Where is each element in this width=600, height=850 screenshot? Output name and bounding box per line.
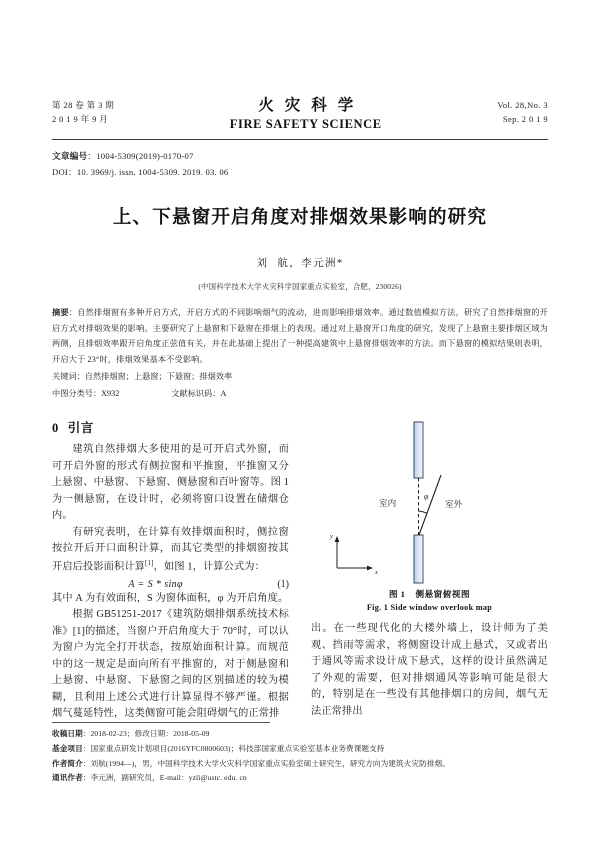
figure-1 xyxy=(311,418,548,586)
journal-title-en: FIRE SAFETY SCIENCE xyxy=(229,117,382,132)
page-title: 上、下悬窗开启角度对排烟效果影响的研究 xyxy=(112,207,488,228)
footnote-received-date xyxy=(52,727,548,742)
right-column xyxy=(311,418,548,723)
footnote-divider xyxy=(52,722,270,723)
masthead-divider xyxy=(52,139,548,140)
footnote-corr-value: ：李元洲，副研究员，E-mail：yzli@ustc. edu. cn xyxy=(82,773,247,783)
publication-date-en: Sep. 2 0 1 9 xyxy=(502,113,548,124)
axis-x-arrowhead xyxy=(367,566,373,571)
axis-x-label: x xyxy=(375,569,378,577)
masthead-center-block xyxy=(114,96,497,133)
article-number-line xyxy=(52,149,548,165)
window-open-sash-line xyxy=(419,475,441,535)
label-outdoor: 室外 xyxy=(445,499,463,510)
footnote-bio-label: 作者简介 xyxy=(52,758,83,768)
paragraph-1: 建筑自然排烟大多使用的是可开启式外窗，而可开启外窗的形式有侧拉窗和平推窗，平推窗又分上悬窗、中悬窗、下悬窗、侧悬窗和百叶窗等。图 1 为一侧悬窗，在设计时，必须将窗口设置在储烟仓内。 xyxy=(52,444,289,522)
journal-title-cn: 火灾科学 xyxy=(258,97,365,114)
section-number: 0 xyxy=(52,421,59,436)
volume-issue-cn: 第 28 卷 第 3 期 xyxy=(52,100,115,110)
angle-label-phi: φ xyxy=(424,492,429,502)
author-list xyxy=(52,255,548,270)
wall-segment-lower xyxy=(414,535,423,583)
footnote-corr-label: 通讯作者 xyxy=(52,773,83,783)
coordinate-axes xyxy=(329,533,378,576)
paragraph-2-part-b: ，如图 1，计算公式为： xyxy=(153,561,265,573)
clc-label: 中图分类号 xyxy=(52,388,93,398)
article-number-value: ：1004-5309(2019)-0170-07 xyxy=(87,151,194,161)
figure-caption-cn-text: 侧悬窗俯视图 xyxy=(415,589,471,600)
two-column-body xyxy=(52,418,548,723)
footnote-funding xyxy=(52,742,548,757)
masthead-right-block xyxy=(497,96,548,127)
citation-ref-1: [1] xyxy=(145,558,154,567)
masthead-left-block xyxy=(52,96,114,127)
clc-value: ：X932 xyxy=(92,388,120,398)
footnote-funding-value: ：国家重点研发计划项目(2016YFC0800603)；科技部国家重点实验室基本业务费课题支持 xyxy=(82,743,385,753)
page-content xyxy=(52,96,548,723)
equation-1-expression: A = S * sinφ xyxy=(128,578,183,590)
keywords-label: 关键词 xyxy=(52,371,77,381)
paragraph-2 xyxy=(52,525,289,576)
document-code-label: 文献标识码 xyxy=(171,388,213,398)
author-name-first: 刘 xyxy=(256,257,269,269)
axis-y-label: y xyxy=(330,533,333,541)
angle-arc xyxy=(419,511,427,513)
journal-masthead xyxy=(52,96,548,136)
figure-caption-en: Fig. 1 Side window overlook map xyxy=(366,603,493,613)
footnote-block xyxy=(52,722,548,786)
doi-value: ：10. 3969/j. issn. 1004-5309. 2019. 03. 06 xyxy=(68,166,229,177)
affiliation: (中国科学技术大学火灾科学国家重点实验室，合肥，230026) xyxy=(198,281,402,291)
paragraph-4: 出。在一些现代化的大楼外墙上，设计师为了美观、挡雨等需求，将侧窗设计成上悬式，又或者出于通风等需求设计成下悬式，这样的设计虽然满足了外观的需要，但对排烟通风等影响可能是很大的，特别是在一些没有其他排烟口的房间，烟气无法正常排出 xyxy=(311,623,548,717)
volume-issue-en: Vol. 28,No. 3 xyxy=(497,100,548,110)
article-number-label: 文章编号 xyxy=(52,151,88,161)
publication-date-cn: 2 0 1 9 年 9 月 xyxy=(52,113,109,124)
left-column xyxy=(52,418,289,723)
footnote-author-bio xyxy=(52,757,548,772)
doi-line xyxy=(52,165,548,181)
author-name-first-given: 航 xyxy=(277,257,290,269)
paragraph-2-continuation: 其中 A 为有效面积，S 为窗体面积，φ 为开启角度。 xyxy=(52,592,289,604)
paragraph-3: 根据 GB51251-2017《建筑防烟排烟系统技术标准》[1]的描述，当窗户开启角度大于 70°时，可以认为窗户为完全打开状态，按原始面积计算。而规范中的这一规定是面向所有平推窗的，对于侧悬窗和上悬窗、中悬窗、下悬窗之间的区别描述的较为模糊，且利用上述公式进行计算显得不够严谨。根据烟气蔓延特性，这类侧窗可能会阻碍烟气的正常排 xyxy=(52,609,289,720)
document-code-value: ：A xyxy=(212,388,227,398)
figure-caption-cn-number: 图 1 xyxy=(388,589,406,600)
equation-1-number: (1) xyxy=(277,578,289,590)
article-identifiers xyxy=(52,149,548,181)
footnote-received-value: ：2018-02-23；修改日期：2018-05-09 xyxy=(82,729,210,738)
wall-segment-upper xyxy=(414,422,423,478)
figure-caption-cn xyxy=(311,588,548,600)
axis-y-arrowhead xyxy=(335,536,340,542)
abstract-label: 摘要 xyxy=(52,307,69,317)
equation-1 xyxy=(52,579,289,590)
abstract-block xyxy=(52,305,548,368)
footnote-funding-label: 基金项目 xyxy=(52,743,83,753)
footnote-received-label: 收稿日期 xyxy=(52,729,83,738)
side-window-overlook-diagram xyxy=(311,418,548,586)
classification-block xyxy=(52,386,548,402)
label-indoor: 室内 xyxy=(379,498,397,509)
keywords-value: ：自然排烟窗；上悬窗；下悬窗；排烟效率 xyxy=(76,371,233,381)
section-heading-introduction xyxy=(52,418,289,436)
footnote-bio-value: ：刘航(1994—)，男，中国科学技术大学火灾科学国家重点实验室硕士研究生，研究方向为建筑火灾防排烟。 xyxy=(82,758,450,768)
doi-label: DOI xyxy=(52,166,69,177)
footnote-corresponding-author xyxy=(52,771,548,786)
section-title: 引言 xyxy=(67,421,94,436)
abstract-text: ：自然排烟窗有多种开启方式，开启方式的不同影响烟气的流动，进而影响排烟效率。通过数值模拟方法，研究了自然排烟窗的开启方式对排烟效果的影响。主要研究了上悬窗和下悬窗在排烟上的表现。通过对上悬窗开口角度的研究，发现了上悬窗主要排烟区域为两侧，且排烟效率跟开启角度正弦值有关，并在此基础上提出了一种提高建筑中上悬窗排烟效率的方法。而下悬窗的模拟结果则表明，开启大于 23°时，排烟效果基本不受影响。 xyxy=(52,307,548,365)
keywords-block xyxy=(52,369,548,385)
author-name-second: ，李元洲* xyxy=(289,257,344,269)
paragraph-2-part-a: 有研究表明，在计算有效排烟面积时，侧拉窗按拉开后开口面积计算，而其它类型的排烟窗按其开启后投影面积计算 xyxy=(52,526,289,573)
